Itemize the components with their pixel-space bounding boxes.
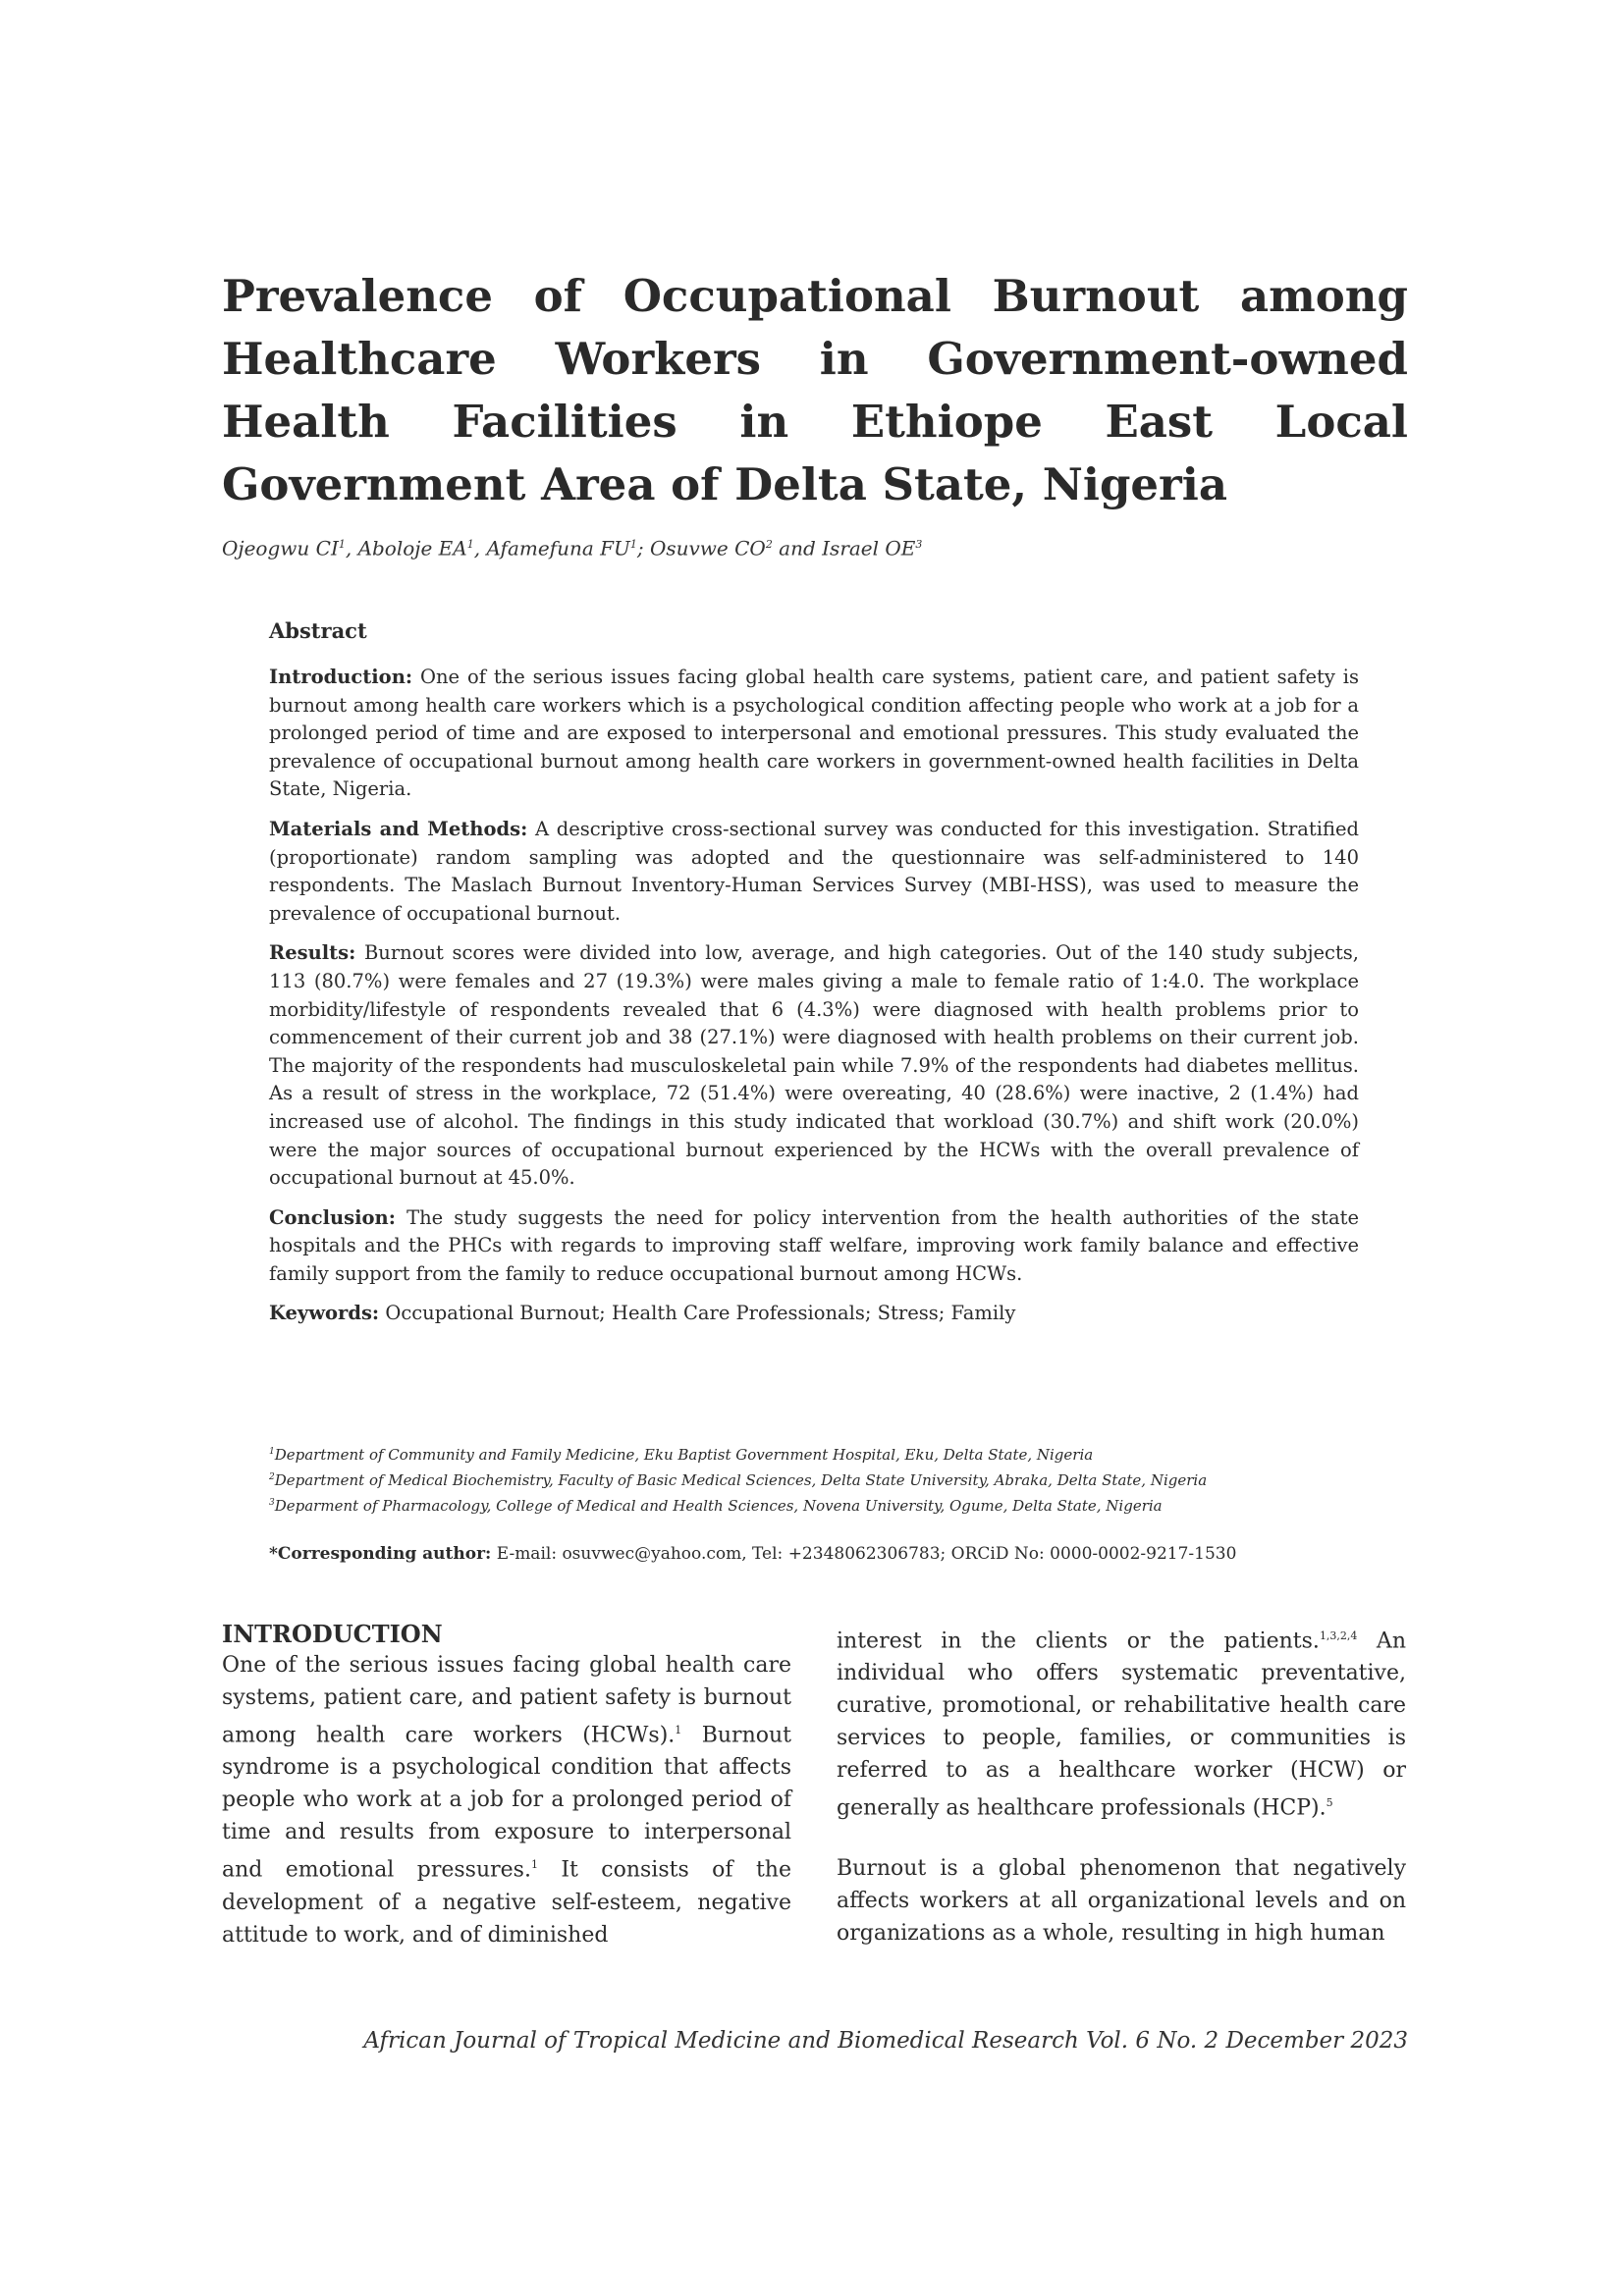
body-column-right: [837, 1620, 1406, 1949]
abstract-results-text: Burnout scores were divided into low, average, and high categories. Out of the 140 study subjects, 113 (80.7%) were females and 27 (19.3%) were males giving a male to female ratio of 1:4.0. The workplace morbidity/lifestyle of respondents revealed that 6 (4.3%) were diagnosed with health problems prior to commencement of their current job and 38 (27.1%) were diagnosed with health problems on their current job. The majority of the respondents had musculoskeletal pain while 7.9% of the respondents had diabetes mellitus. As a result of stress in the workplace, 72 (51.4%) were overeating, 40 (28.6%) were inactive, 2 (1.4%) had increased use of alcohol. The findings in this study indicated that workload (30.7%) and shift work (20.0%) were the major sources of occupational burnout experienced by the HCWs with the overall prevalence of occupational burnout at 45.0%.: [269, 941, 1359, 1190]
author-affiliation-mark: 2: [765, 538, 773, 551]
author-affiliation-mark: 1: [629, 538, 637, 551]
affiliation-line: $^2$Department of Medical Biochemistry, Faculty of Basic Medical Sciences, Delta State University, Abraka, Delta State, Nigeria: [269, 1471, 1208, 1489]
abstract-conclusion-text: The study suggests the need for policy intervention from the health authorities of the state hospitals and the PHCs with regards to improving staff welfare, improving work family balance and effective family support from the family to reduce occupational burnout among HCWs.: [269, 1205, 1360, 1285]
author-name: Aboloje EA: [357, 536, 467, 561]
article-title: Prevalence of Occupational Burnout among Healthcare Workers in Government-owned Health Facilities in Ethiope East Local Government Area of Delta State, Nigeria: [222, 270, 1408, 510]
citation-mark: 1: [675, 1724, 682, 1736]
citation-mark: 1: [530, 1858, 538, 1872]
abstract-methods: [269, 816, 1359, 928]
keywords-label: Keywords:: [269, 1302, 380, 1325]
abstract-conclusion: [269, 1204, 1359, 1289]
corresponding-author-label: *Corresponding author:: [269, 1544, 492, 1564]
affiliations: [269, 1441, 1359, 1518]
abstract: [269, 616, 1359, 1340]
author-affiliation-mark: 1: [338, 538, 346, 551]
abstract-introduction-label: Introduction:: [269, 666, 413, 688]
introduction-paragraph-continued: interest in the clients or the patients.$^{1,3,2,4}$ An individual who offers systematic preventative, curative, promotional, or rehabilitative health care services to people, families, or communities is referred to as a healthcare worker (HCW) or generally as healthcare professionals (HCP).$^5$: [837, 1629, 1406, 1821]
author-name: Afamefuna FU: [486, 536, 630, 561]
keywords-text: Occupational Burnout; Health Care Professionals; Stress; Family: [385, 1302, 1016, 1325]
abstract-results: [269, 939, 1359, 1192]
author-affiliation-mark: 1: [466, 538, 474, 551]
author-name: Israel OE: [822, 536, 916, 561]
abstract-introduction-text: One of the serious issues facing global health care systems, patient care, and patient safety is burnout among health care workers which is a psychological condition affecting people who work at a job for a prolonged period of time and are exposed to interpersonal and emotional pressures. This study evaluated the prevalence of occupational burnout among health care workers in government-owned health facilities in Delta State, Nigeria.: [269, 666, 1359, 801]
introduction-heading: INTRODUCTION: [222, 1620, 443, 1648]
abstract-heading: Abstract: [269, 618, 367, 643]
corresponding-author: [269, 1541, 1359, 1567]
abstract-introduction: [269, 664, 1359, 804]
affiliation-line: $^3$Deparment of Pharmacology, College of Medical and Health Sciences, Novena University, Ogume, Delta State, Nigeria: [269, 1497, 1163, 1515]
author-name: Ojeogwu CI: [222, 536, 339, 561]
author-affiliation-mark: 3: [915, 538, 923, 551]
author-name: Osuvwe CO: [649, 536, 766, 561]
corresponding-author-contact: E-mail: osuvwec@yahoo.com, Tel: +2348062306783; ORCiD No: 0000-0002-9217-1530: [496, 1544, 1237, 1564]
journal-footer: African Journal of Tropical Medicine and Biomedical Research Vol. 6 No. 2 December 2023: [363, 2028, 1408, 2054]
introduction-paragraph: Burnout is a global phenomenon that negatively affects workers at all organizational levels and on organizations as a whole, resulting in high human: [837, 1855, 1406, 1946]
abstract-methods-label: Materials and Methods:: [269, 817, 528, 840]
abstract-methods-text: A descriptive cross-sectional survey was conducted for this investigation. Stratified (proportionate) random sampling was adopted and the questionnaire was self-administered to 140 respondents. The Maslach Burnout Inventory-Human Services Survey (MBI-HSS), was used to measure the prevalence of occupational burnout.: [269, 817, 1360, 925]
author-list: Ojeogwu $CI^1$, Aboloje $EA^1$, Afamefuna $FU^1$; Osuvwe $CO^2$ and Israel $OE^3$: [222, 536, 923, 561]
abstract-keywords: [269, 1300, 1359, 1328]
affiliation-line: $^1$Department of Community and Family Medicine, Eku Baptist Government Hospital, Eku, Delta State, Nigeria: [269, 1446, 1094, 1464]
abstract-conclusion-label: Conclusion:: [269, 1205, 396, 1229]
citation-mark: 5: [1326, 1796, 1333, 1810]
abstract-results-label: Results:: [269, 941, 356, 965]
body-column-left: [222, 1620, 791, 1951]
citation-mark: 1,3,2,4: [1319, 1629, 1358, 1642]
introduction-paragraph: One of the serious issues facing global health care systems, patient care, and patient safety is burnout among health care workers (HCWs).$^1$ Burnout syndrome is a psychological condition that affects people who work at a job for a prolonged period of time and results from exposure to interpersonal and emotional pressures.$^1$ It consists of the development of a negative self-esteem, negative attitude to work, and of diminished: [222, 1653, 791, 1948]
